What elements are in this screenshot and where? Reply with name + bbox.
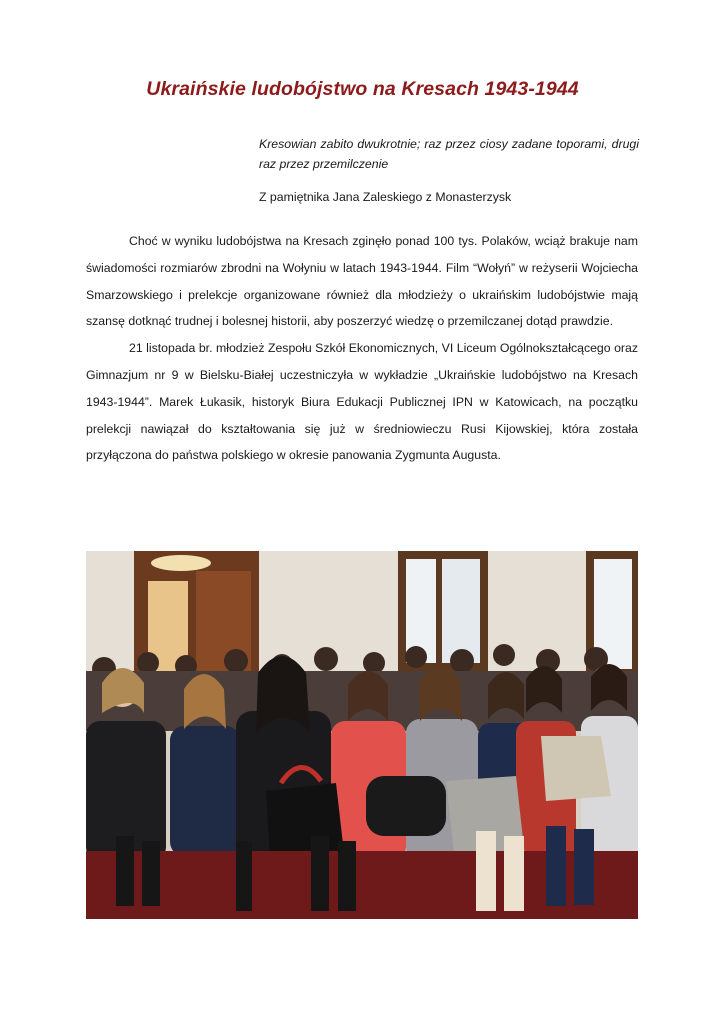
article-body (86, 228, 638, 469)
lecture-audience-illustration (86, 551, 638, 919)
lecture-photo (86, 551, 638, 919)
paragraph-2: 21 listopada br. młodzież Zespołu Szkół Ekonomicznych, VI Liceum Ogólnokształcącego oraz Gimnazjum nr 9 w Bielsku-Białej uczestniczyła w wykładzie „Ukraińskie ludobójstwo na Kresach 1943-1944”. Marek Łukasik, historyk Biura Edukacji Publicznej IPN w Katowicach, na początku prelekcji nawiązał do kształtowania się już w średniowieczu Rusi Kijowskiej, która została przyłączona do państwa polskiego w okresie panowania Zygmunta Augusta. (86, 341, 638, 463)
motto-source: Z pamiętnika Jana Zaleskiego z Monasterzysk (259, 190, 512, 204)
paragraph-1: Choć w wyniku ludobójstwa na Kresach zginęło ponad 100 tys. Polaków, wciąż brakuje nam świadomości rozmiarów zbrodni na Wołyniu w latach 1943-1944. Film “Wołyń” w reżyserii Wojciecha Smarzowskiego i prelekcje organizowane również dla młodzieży o ukraińskim ludobójstwie mają szansę dotknąć trudnej i bolesnej historii, aby poszerzyć wiedzę o przemilczanej dotąd prawdzie. (86, 234, 638, 329)
article-title: Ukraińskie ludobójstwo na Kresach 1943-1944 (146, 78, 579, 100)
motto-quote: Kresowian zabito dwukrotnie; raz przez ciosy zadane toporami, drugi raz przez przemilczenie (259, 137, 639, 171)
